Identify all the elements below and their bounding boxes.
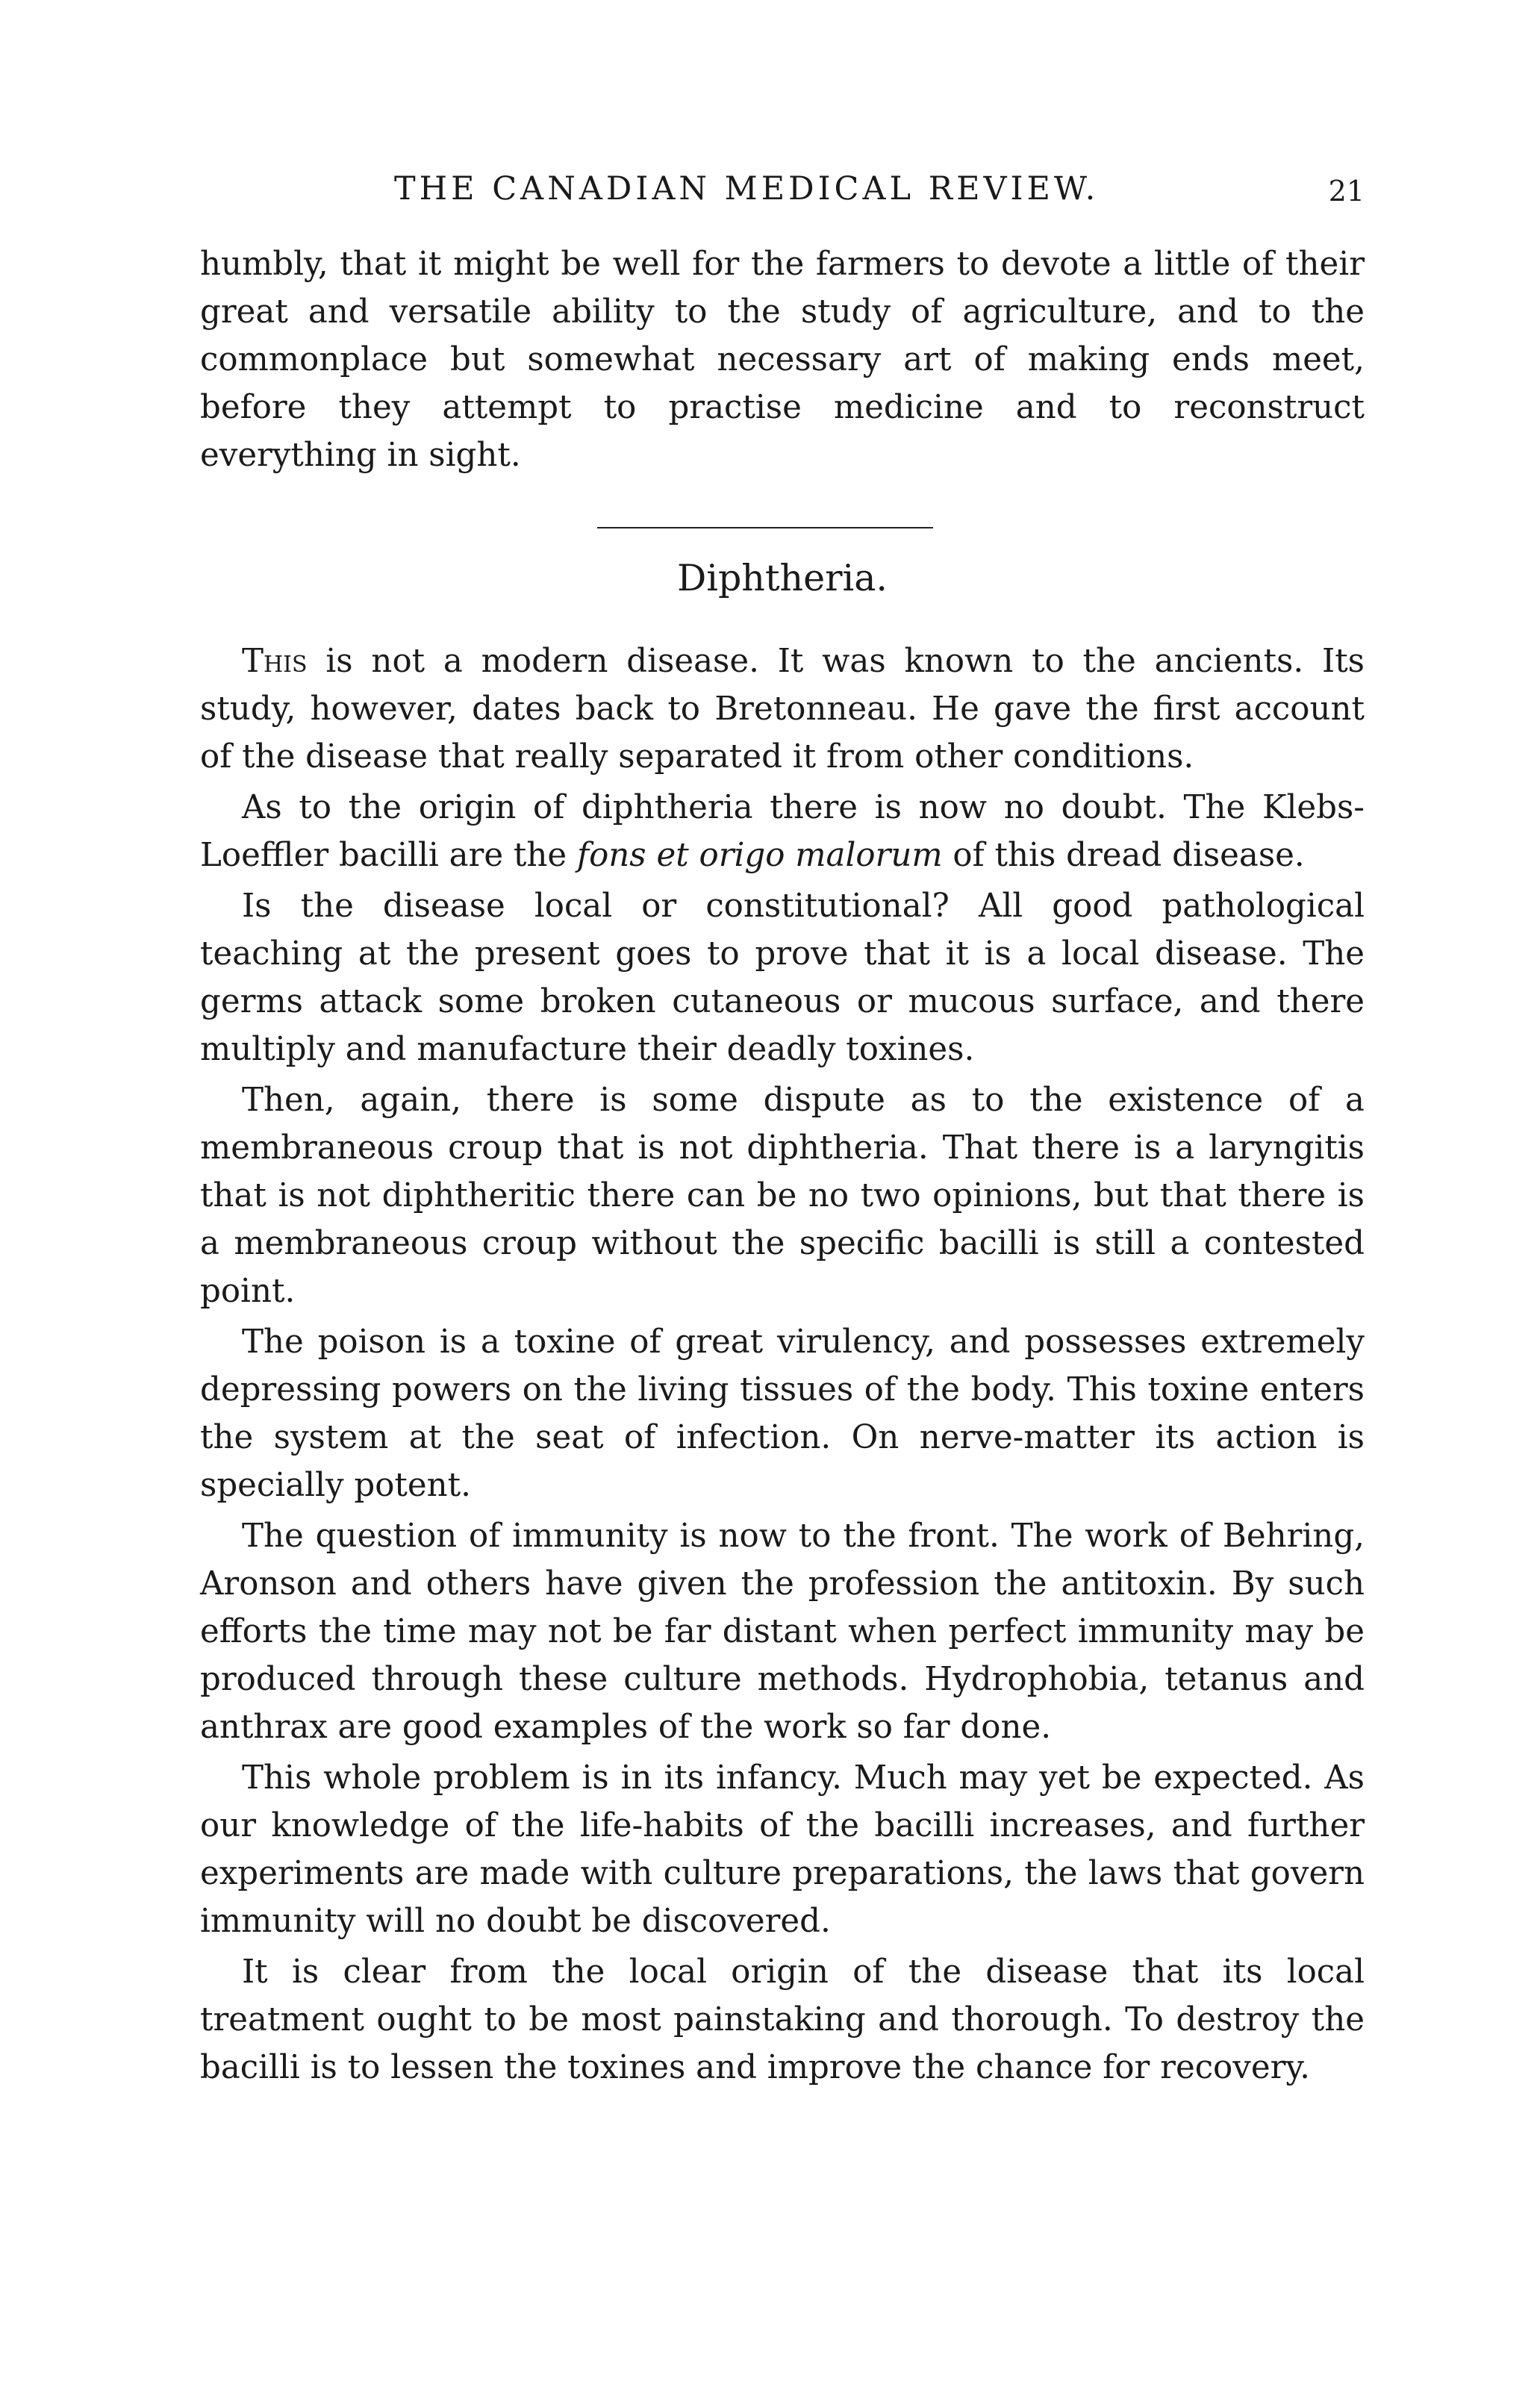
paragraph-text: is not a modern disease. It was known to the ancients. Its study, however, dates back to Bretonneau. He gave the first account of the disease that really separated it from other conditions. (200, 643, 1365, 776)
paragraph-5: The poison is a toxine of great virulency, and possesses extremely depressing powers on the living tissues of the body. This toxine enters the system at the seat of infection. On nerve-matter its action is specially potent. (200, 1323, 1365, 1504)
paragraph-6: The question of immunity is now to the front. The work of Behring, Aronson and others have given the profession the antitoxin. By such efforts the time may not be far distant when perfect immunity may be produced through these culture methods. Hydrophobia, tetanus and anthrax are good examples of the work so far done. (200, 1518, 1365, 1746)
paragraph-2 (200, 784, 1365, 879)
paragraph-text: of this dread disease. (942, 837, 1305, 874)
section-divider (597, 527, 933, 528)
paragraph-1 (200, 637, 1365, 781)
paragraph-8: It is clear from the local origin of the disease that its local treatment ought to be most painstaking and thorough. To destroy the bacilli is to lessen the toxines and improve the chance for recovery. (200, 1953, 1365, 2086)
paragraph-3: Is the disease local or constitutional? All good pathological teaching at the present goes to prove that it is a local disease. The germs attack some broken cutaneous or mucous surface, and there multiply and manufacture their deadly toxines. (200, 888, 1365, 1068)
section-title: Diphtheria. (676, 557, 888, 599)
intro-block (200, 240, 1365, 479)
paragraph-text: As to the origin of diphtheria there is now no doubt. The Klebs-Loeffler bacilli are the (200, 789, 1365, 874)
paragraph-4: Then, again, there is some dispute as to the existence of a membraneous croup that is not diphtheria. That there is a laryngitis that is not diphtheritic there can be no two opinions, but that there is a membraneous croup without the specific bacilli is still a contested point. (200, 1082, 1365, 1310)
page-number: 21 (1328, 175, 1365, 208)
running-header (200, 170, 1365, 215)
paragraph-lead: This (242, 643, 308, 680)
intro-paragraph: humbly, that it might be well for the farmers to devote a little of their great and versatile ability to the study of agriculture, and to the commonplace but somewhat necessary art of making ends meet, before they attempt to practise medicine and to reconstruct everything in sight. (200, 246, 1365, 474)
section-body (200, 637, 1365, 2094)
journal-title: THE CANADIAN MEDICAL REVIEW. (394, 170, 1100, 208)
document-page (200, 0, 1365, 2408)
paragraph-7: This whole problem is in its infancy. Much may yet be expected. As our knowledge of the life-habits of the bacilli increases, and further experiments are made with culture preparations, the laws that govern immunity will no doubt be discovered. (200, 1759, 1365, 1940)
latin-phrase: fons et origo malorum (577, 837, 943, 874)
